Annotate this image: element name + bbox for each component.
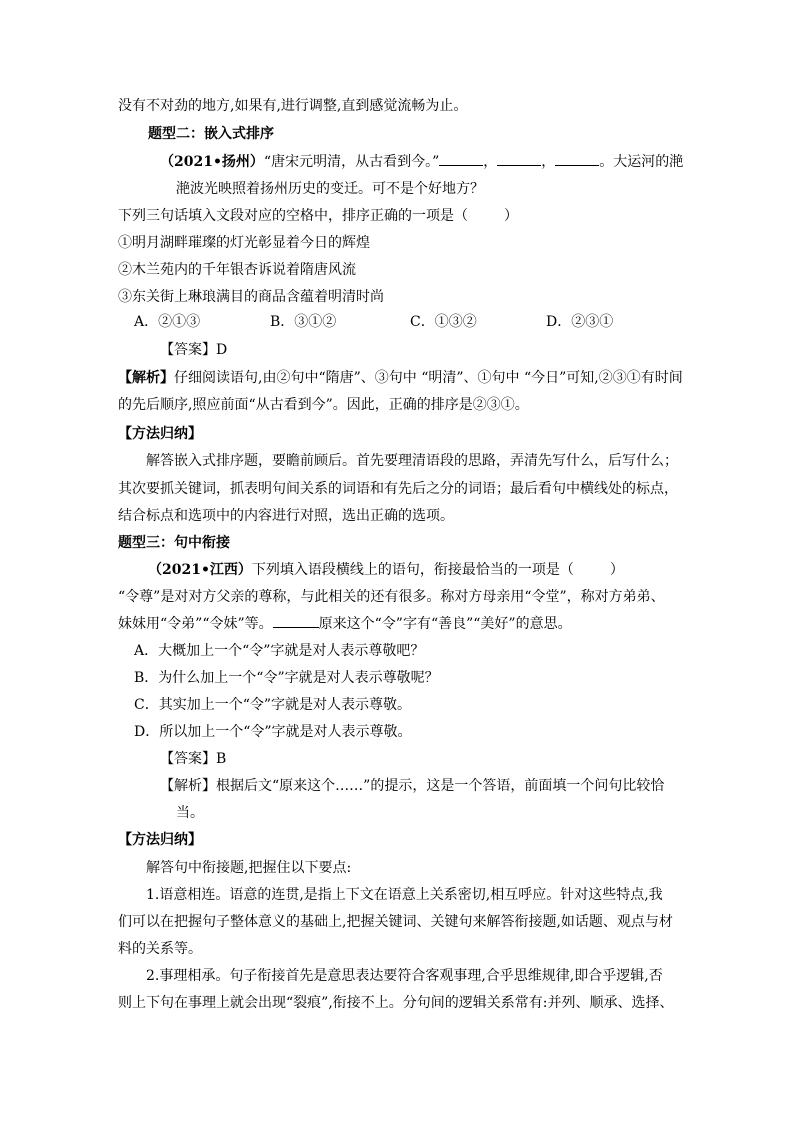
text-line: 料的关系等。 — [118, 941, 202, 957]
question-stem — [160, 152, 683, 172]
text-line: 们可以在把握句子整体意义的基础上,把握关键词、关键句来解答衔接题,如话题、观点与材 — [118, 914, 673, 930]
choice-d: D．②③① — [546, 314, 614, 330]
answer-blank — [555, 152, 599, 166]
analysis-line — [118, 368, 683, 388]
text-line: 的先后顺序,照应前面“从古看到今”。因此，正确的排序是②③①。 — [118, 397, 529, 413]
answer-blank — [497, 152, 541, 166]
choice-c: C．其实加上一个“令”字就是对人表示尊敬。 — [134, 697, 412, 713]
answer-blank — [439, 152, 483, 166]
text-line: 2.事理相承。句子衔接首先是意思表达要符合客观事理,合乎思维规律,即合乎逻辑,否 — [146, 968, 663, 984]
text-line: 当。 — [176, 805, 204, 821]
question-text: “唐宋元明清，从古看到今。” — [263, 154, 440, 170]
question-prompt — [148, 560, 624, 580]
text-segment: 妹妹用“令弟”“令妹”等。 — [118, 616, 273, 632]
paren-close: ） — [504, 208, 518, 224]
choice-c: C．①③② — [410, 314, 477, 330]
sentence-option-3: ③东关街上琳琅满目的商品含蕴着明清时尚 — [118, 289, 384, 305]
text-line: 结合标点和选项中的内容进行对照，选出正确的选项。 — [118, 508, 454, 524]
question-prompt — [118, 206, 518, 226]
prompt-text: 下列填入语段横线上的语句，衔接最恰当的一项是（ — [251, 562, 574, 578]
text-line: 则上下句在事理上就会出现“裂痕”,衔接不上。分句间的逻辑关系常有:并列、顺承、选择、 — [118, 995, 674, 1011]
analysis-line: 【解析】根据后文“原来这个……”的提示，这是一个答语，前面填一个问句比较恰 — [160, 778, 665, 794]
text-line: 解答句中衔接题,把握住以下要点: — [146, 860, 352, 876]
prompt-text: 下列三句话填入文段对应的空格中，排序正确的一项是（ — [118, 208, 468, 224]
text-line: 滟波光映照着扬州历史的变迁。可不是个好地方？ — [176, 181, 484, 197]
choice-b: B．为什么加上一个“令”字就是对人表示尊敬呢？ — [134, 670, 439, 686]
answer-label: 【答案】B — [160, 751, 227, 767]
method-heading: 【方法归纳】 — [118, 832, 202, 848]
analysis-text: 仔细阅读语句,由②句中“隋唐”、③句中 “明清”、①句中 “今日”可知,②③①有时间 — [174, 370, 683, 386]
comma: ， — [483, 154, 498, 170]
section-heading-type-3: 题型三：句中衔接 — [118, 535, 230, 551]
text-line — [118, 614, 572, 634]
text-segment: 原来这个“令”字有“善良”“美好”的意思。 — [318, 616, 572, 632]
section-heading-type-2: 题型二：嵌入式排序 — [148, 126, 274, 142]
text-line: “令尊”是对对方父亲的尊称，与此相关的还有很多。称对方母亲用“令堂”，称对方弟弟、 — [118, 589, 665, 605]
answer-label: 【答案】D — [160, 342, 228, 358]
sentence-option-2: ②木兰苑内的千年银杏诉说着隋唐风流 — [118, 262, 356, 278]
answer-blank — [273, 614, 319, 628]
analysis-label: 【解析】 — [118, 370, 174, 386]
choice-a: A．大概加上一个“令”字就是对人表示尊敬吧？ — [134, 643, 425, 659]
choice-d: D．所以加上一个“令”字就是对人表示尊敬。 — [134, 724, 412, 740]
choice-row — [134, 312, 654, 332]
choice-b: B．③①② — [270, 314, 337, 330]
text-line: 解答嵌入式排序题，要瞻前顾后。首先要理清语段的思路，弄清先写什么，后写什么； — [146, 453, 678, 469]
method-heading: 【方法归纳】 — [118, 426, 202, 442]
question-source: （2021•扬州） — [160, 154, 264, 170]
paren-close: ） — [609, 562, 624, 578]
question-source: （2021•江西） — [148, 562, 252, 578]
text-line: 1.语意相连。语意的连贯,是指上下文在语意上关系密切,相互呼应。针对这些特点,我 — [146, 887, 663, 903]
text-line: 其次要抓关键词，抓表明句间关系的词语和有先后之分的词语；最后看句中横线处的标点， — [118, 481, 678, 497]
text-line: 没有不对劲的地方,如果有,进行调整,直到感觉流畅为止。 — [118, 98, 468, 114]
question-text-end: 。大运河的滟 — [599, 154, 684, 170]
sentence-option-1: ①明月湖畔璀璨的灯光彰显着今日的辉煌 — [118, 235, 370, 251]
comma: ， — [541, 154, 556, 170]
choice-a: A．②①③ — [134, 314, 201, 330]
